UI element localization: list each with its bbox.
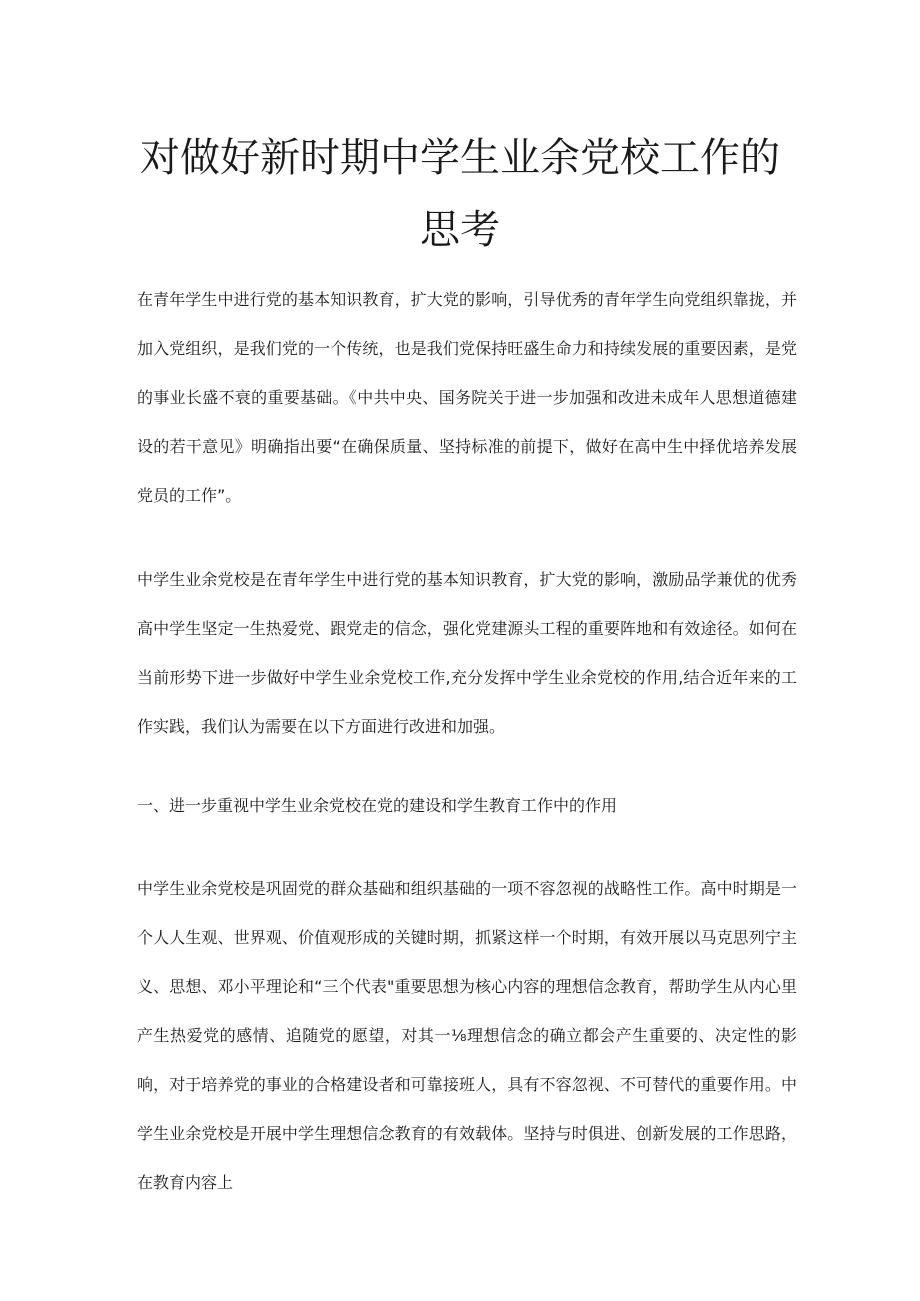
paragraph-section-1-body: 中学生业余党校是巩固党的群众基础和组织基础的一项不容忽视的战略性工作。高中时期是一个人人生观、世界观、价值观形成的关键时期，抓紧这样一个时期，有效开展以马克思列宁主义、思想、邓小平理论和“三个代表"重要思想为核心内容的理想信念教育，帮助学生从内心里产生热爱党的感情、追随党的愿望，对其一⅛理想信念的确立都会产生重要的、决定性的影响，对于培养党的事业的合格建设者和可靠接班人，具有不容忽视、不可替代的重要作用。中学生业余党校是开展中学生理想信念教育的有效载体。坚持与时俱进、创新发展的工作思路，在教育内容上 [137,879,797,1192]
document-title: 对做好新时期中学生业余党校工作的思考 [140,135,780,253]
paragraph-party-school: 中学生业余党校是在青年学生中进行党的基本知识教育，扩大党的影响，激励品学兼优的优秀高中学生坚定一生热爱党、跟党走的信念，强化党建源头工程的重要阵地和有效途径。如何在当前形势下进一步做好中学生业余党校工作,充分发挥中学生业余党校的作用,结合近年来的工作实践，我们认为需要在以下方面进行改进和加强。 [137,570,797,736]
section-heading-1: 一、进一步重视中学生业余党校在党的建设和学生教育工作中的作用 [137,796,618,815]
paragraph-intro: 在青年学生中进行党的基本知识教育，扩大党的影响，引导优秀的青年学生向党组织靠拢，并加入党组织，是我们党的一个传统，也是我们党保持旺盛生命力和持续发展的重要因素，是党的事业长盛不衰的重要基础。《中共中央、国务院关于进一步加强和改进未成年人思想道德建设的若干意见》明确指出要“在确保质量、坚持标准的前提下，做好在高中生中择优培养发展党员的工作”。 [137,290,797,505]
